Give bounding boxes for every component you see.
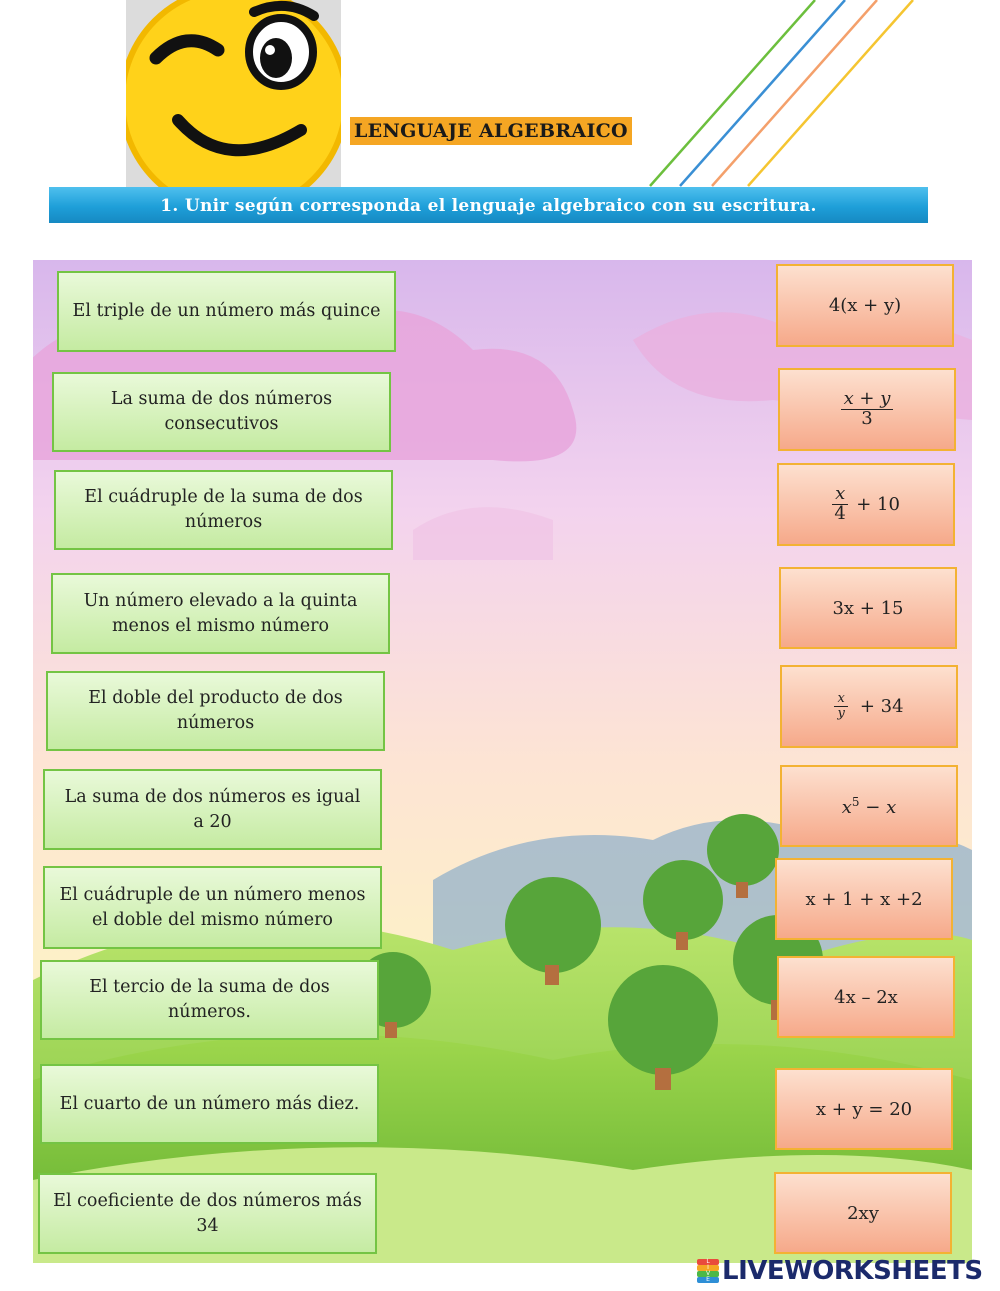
left-item-6-text: La suma de dos números es igual a 20 [64,786,361,832]
right-item-8[interactable] [777,956,955,1038]
left-item-8[interactable] [40,960,379,1040]
right-item-2[interactable] [778,368,956,451]
decorative-diagonal-lines [640,0,930,190]
right-item-3-numerator: x [832,485,848,505]
logo-letter-v: V [697,1271,719,1277]
right-item-6-tail: − x [865,796,897,818]
left-item-10[interactable] [38,1173,377,1254]
smiley-face-image [126,0,341,188]
right-item-6-base: x [841,796,852,818]
right-item-7-text: x + 1 + x +2 [805,888,923,910]
right-item-4-text: 3x + 15 [832,597,904,619]
right-item-5-numerator: x [834,692,847,707]
right-item-5[interactable] [780,665,958,748]
right-item-2-fraction [841,390,894,429]
left-item-1[interactable] [57,271,396,352]
right-item-4[interactable] [779,567,957,649]
liveworksheets-brand: LIVEWORKSHEETS [722,1256,983,1286]
left-item-9-text: El cuarto de un número más diez. [59,1093,360,1114]
right-item-10[interactable] [774,1172,952,1254]
left-item-8-text: El tercio de la suma de dos números. [89,977,330,1022]
right-item-1-text: 4(x + y) [828,295,902,316]
right-item-6[interactable] [780,765,958,847]
right-item-9-text: x + y = 20 [815,1098,913,1120]
left-item-3-text: El cuádruple de la suma de dos números [84,487,363,532]
left-item-10-text: El coeficiente de dos números más 34 [53,1190,362,1236]
left-item-4[interactable] [51,573,390,654]
liveworksheets-logo [697,1256,983,1286]
right-item-3[interactable] [777,463,955,546]
left-item-1-text: El triple de un número más quince [72,301,381,321]
right-item-6-expression [842,795,897,818]
page-title: LENGUAJE ALGEBRAICO [350,117,632,145]
right-item-3-tail: + 10 [856,494,900,515]
logo-letter-i: I [697,1265,719,1271]
right-item-8-text: 4x – 2x [834,986,898,1008]
right-item-1[interactable] [776,264,954,347]
right-item-2-numerator: x + y [841,390,894,410]
left-item-2-text: La suma de dos números consecutivos [110,389,333,434]
left-item-5-text: El doble del producto de dos números [88,688,343,733]
instruction-banner: 1. Unir según corresponda el lenguaje algebraico con su escritura. [49,187,928,223]
right-item-6-exponent: 5 [851,794,860,809]
liveworksheets-logo-mark [697,1259,719,1283]
left-item-3[interactable] [54,470,393,550]
left-item-2[interactable] [52,372,391,452]
right-item-5-fraction [834,692,847,720]
right-item-3-denominator: 4 [834,503,846,524]
right-item-2-denominator: 3 [861,408,873,429]
left-item-9[interactable] [40,1064,379,1144]
right-item-5-tail: + 34 [859,696,904,717]
right-item-3-fraction [832,485,848,524]
right-item-7[interactable] [775,858,953,940]
left-item-7-text: El cuádruple de un número menos el doble del mismo número [59,884,366,930]
right-item-9[interactable] [775,1068,953,1150]
logo-letter-e: E [697,1277,719,1283]
left-item-4-text: Un número elevado a la quinta menos el mismo número [83,590,358,636]
logo-letter-l: L [697,1259,719,1265]
right-item-5-denominator: y [837,706,845,721]
left-item-7[interactable] [43,866,382,949]
right-item-10-text: 2xy [847,1202,879,1224]
left-item-5[interactable] [46,671,385,751]
left-item-6[interactable] [43,769,382,850]
